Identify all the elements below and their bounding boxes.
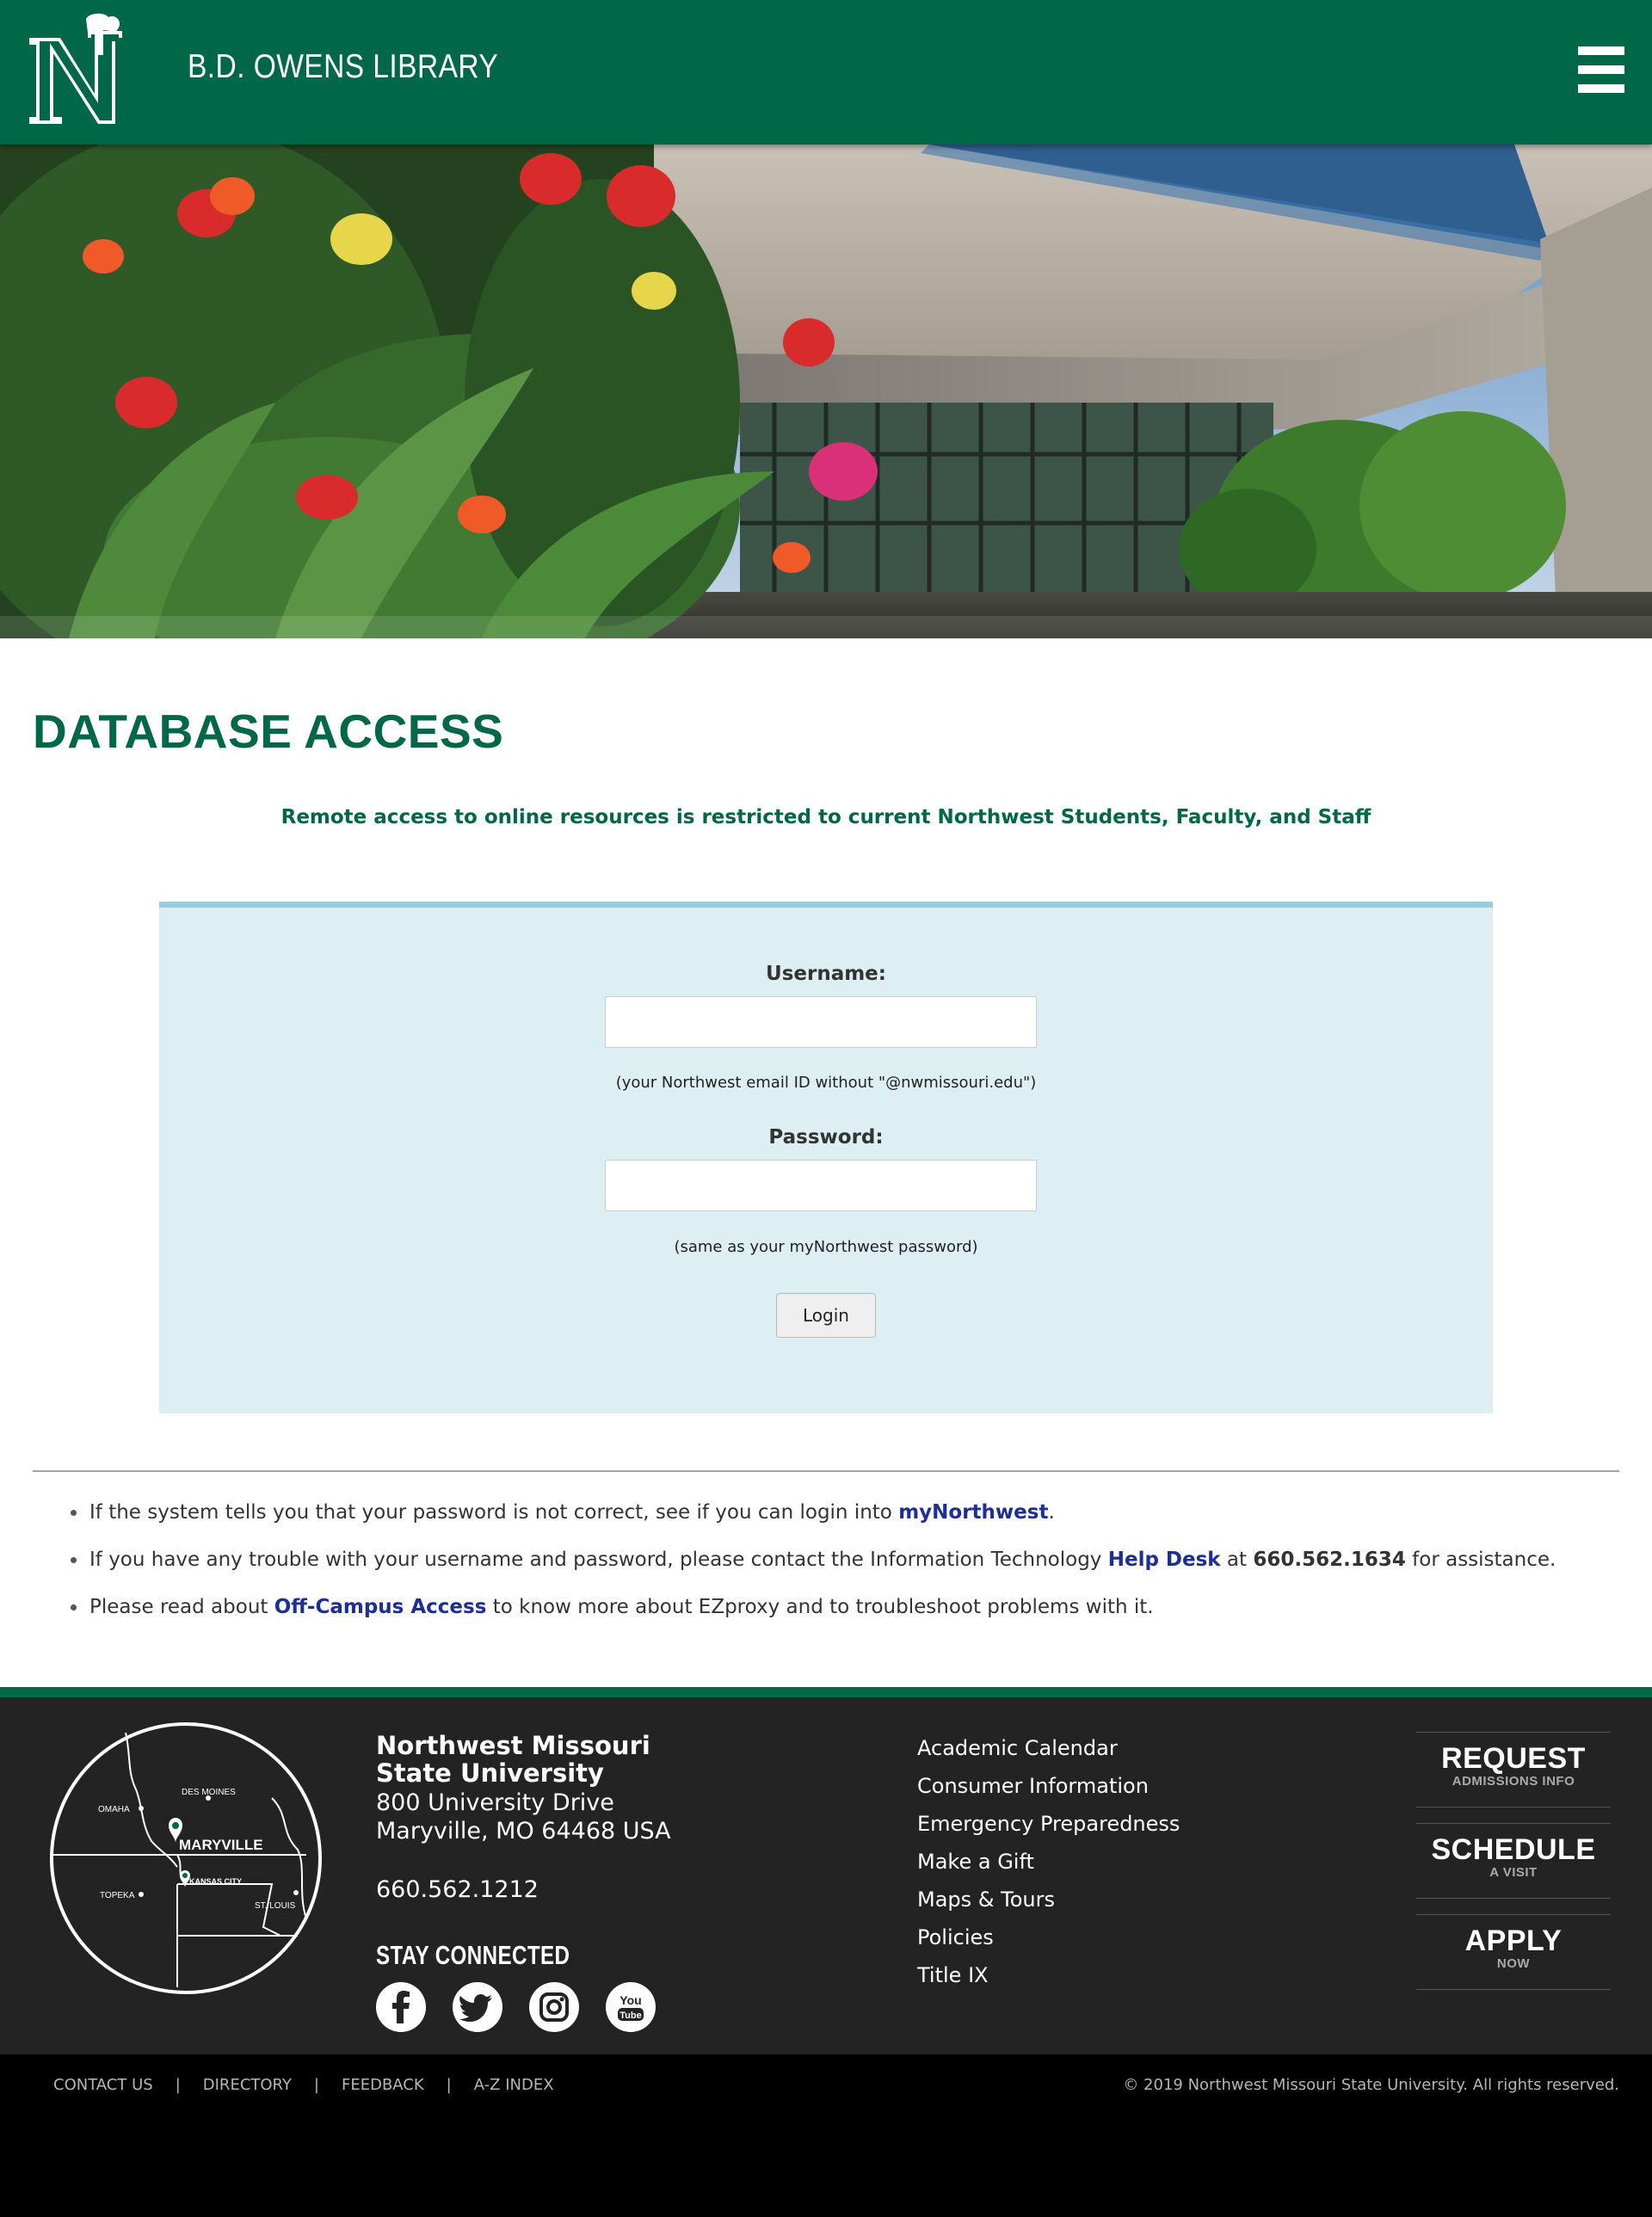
- off-campus-access-link[interactable]: Off-Campus Access: [274, 1596, 487, 1618]
- link-separator: |: [446, 2076, 452, 2094]
- northwest-n-logo[interactable]: [26, 12, 134, 127]
- bottom-bar: [0, 2054, 1652, 2217]
- help-desk-phone: 660.562.1634: [1253, 1549, 1406, 1571]
- copyright: © 2019 Northwest Missouri State University. All rights reserved.: [1123, 2076, 1619, 2094]
- map-label-st-louis: ST. LOUIS: [255, 1901, 296, 1911]
- login-form: [159, 902, 1493, 1413]
- svg-text:Tube: Tube: [620, 2011, 642, 2021]
- password-label: Password:: [768, 1126, 884, 1149]
- site-title[interactable]: B.D. OWENS LIBRARY: [188, 48, 499, 85]
- svg-text:You: You: [620, 1993, 642, 2007]
- footer-link-title-ix[interactable]: Title IX: [917, 1963, 989, 1987]
- help-desk-link[interactable]: Help Desk: [1107, 1549, 1221, 1571]
- map-label-des-moines: DES MOINES: [182, 1788, 236, 1797]
- hamburger-menu-icon[interactable]: [1578, 46, 1624, 93]
- site-header: [0, 0, 1652, 145]
- a-z-index-link[interactable]: A-Z INDEX: [473, 2076, 554, 2094]
- footer-accent-bar: [0, 1687, 1652, 1697]
- footer-link-emergency-preparedness[interactable]: Emergency Preparedness: [917, 1812, 1180, 1836]
- apply-now-button[interactable]: APPLY NOW: [1416, 1914, 1611, 1990]
- contact-us-link[interactable]: CONTACT US: [53, 2076, 153, 2094]
- footer-link-consumer-information[interactable]: Consumer Information: [917, 1774, 1149, 1798]
- list-item: Please read about Off-Campus Access to know more about EZproxy and to troubleshoot problems with it.: [89, 1593, 1630, 1621]
- password-input[interactable]: [605, 1160, 1037, 1211]
- directory-link[interactable]: DIRECTORY: [202, 2076, 292, 2094]
- feedback-link[interactable]: FEEDBACK: [341, 2076, 424, 2094]
- link-separator: |: [175, 2076, 181, 2094]
- mynorthwest-link[interactable]: myNorthwest: [898, 1501, 1049, 1524]
- username-input[interactable]: [605, 996, 1037, 1048]
- site-footer: [0, 1697, 1652, 2054]
- university-address: 800 University Drive Maryville, MO 64468 USA: [376, 1789, 671, 1844]
- university-name: Northwest Missouri State University: [376, 1731, 650, 1788]
- footer-links: [917, 1729, 1180, 1994]
- facebook-icon[interactable]: [376, 1982, 426, 2032]
- link-separator: |: [313, 2076, 319, 2094]
- instagram-icon[interactable]: [529, 1982, 579, 2032]
- footer-link-policies[interactable]: Policies: [917, 1925, 994, 1949]
- twitter-icon[interactable]: [453, 1982, 502, 2032]
- divider: [33, 1470, 1619, 1472]
- stay-connected-heading: STAY CONNECTED: [376, 1940, 570, 1970]
- region-map[interactable]: [48, 1721, 324, 1996]
- page-title: DATABASE ACCESS: [33, 705, 504, 758]
- footer-link-academic-calendar[interactable]: Academic Calendar: [917, 1736, 1118, 1760]
- hero-banner: [0, 145, 1652, 638]
- footer-link-maps-tours[interactable]: Maps & Tours: [917, 1888, 1055, 1912]
- bottom-links: [53, 2076, 554, 2094]
- request-admissions-info-button[interactable]: REQUEST ADMISSIONS INFO: [1416, 1732, 1611, 1807]
- access-notice: Remote access to online resources is restricted to current Northwest Students, Faculty, and Staff: [280, 806, 1372, 828]
- schedule-a-visit-button[interactable]: SCHEDULE A VISIT: [1416, 1823, 1611, 1899]
- university-phone[interactable]: 660.562.1212: [376, 1876, 539, 1903]
- list-item: If you have any trouble with your username and password, please contact the Information Technology Help Desk at 660.562.1634 for assistance.: [89, 1546, 1630, 1573]
- map-label-maryville: MARYVILLE: [179, 1837, 263, 1853]
- list-item: If the system tells you that your password is not correct, see if you can login into myNorthwest.: [89, 1499, 1630, 1526]
- footer-link-make-a-gift[interactable]: Make a Gift: [917, 1850, 1034, 1874]
- map-label-topeka: TOPEKA: [100, 1891, 135, 1900]
- map-label-omaha: OMAHA: [98, 1805, 130, 1814]
- password-hint: (same as your myNorthwest password): [674, 1238, 978, 1256]
- username-hint: (your Northwest email ID without "@nwmissouri.edu"): [615, 1074, 1037, 1092]
- login-button[interactable]: Login: [776, 1293, 876, 1338]
- map-label-kansas-city: KANSAS CITY: [189, 1877, 243, 1886]
- youtube-icon[interactable]: [606, 1982, 656, 2032]
- help-list: [89, 1499, 1630, 1641]
- library-building-photo: [0, 145, 1652, 638]
- username-label: Username:: [766, 963, 886, 985]
